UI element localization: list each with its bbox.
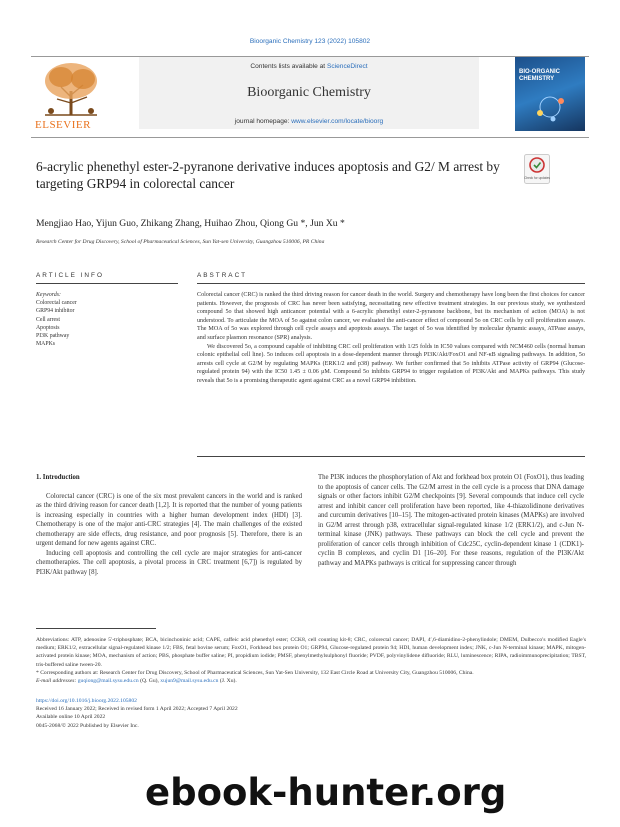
elsevier-wordmark: ELSEVIER xyxy=(35,119,91,131)
abstract-body xyxy=(197,291,585,386)
keyword-item: Colorectal cancer xyxy=(36,300,77,307)
footnote-rule xyxy=(36,628,156,629)
abstract-paragraph-1: Colorectal cancer (CRC) is ranked the third driving reason for cancer death in the world. Surgery and chemotherapy have long been the first choices for cancer patients. However, the prognosis of CRC has never been satisfying, necessitating new effective treatment strategies. In our previous study, we synthesized compound 5o that showed high anticancer potential with a 6-acrylic phenethyl ester-2-pyranone backbone, but its mechanism of action (MOA) is not understood. To articulate the MOA of 5o against colon cancer, we evaluated the anti-cancer effect of compound 5o on CRC cells by cell proliferation assays. The MOA of 5o was explored through cell cycle assays and apoptosis assays. The target of 5o was identified by molecular dynamic assays, ATPase assays, and surface plasmon resonance (SPR) analysis. xyxy=(197,292,585,341)
keyword-item: Apoptosis xyxy=(36,324,60,331)
email-name-gu: (Q. Gu), xyxy=(138,678,161,685)
keyword-item: PI3K pathway xyxy=(36,333,70,340)
email-link-xu[interactable]: xujun9@mail.sysu.edu.cn xyxy=(160,678,219,685)
contents-prefix: Contents lists available at xyxy=(250,63,327,70)
email-label: E-mail addresses: xyxy=(36,678,78,685)
received-dates: Received 16 January 2022; Received in revised form 1 April 2022; Accepted 7 April 2022 xyxy=(36,706,238,713)
abstract-end-rule xyxy=(197,456,585,457)
article-info-heading: ARTICLE INFO xyxy=(36,272,104,279)
intro-right-column xyxy=(318,473,584,568)
intro-left-column xyxy=(36,473,302,577)
intro-heading: 1. Introduction xyxy=(36,474,80,481)
journal-citation[interactable]: Bioorganic Chemistry 123 (2022) 105802 xyxy=(249,38,371,45)
copyright: 0045-2068/© 2022 Published by Elsevier Inc. xyxy=(36,722,139,729)
journal-header xyxy=(31,56,589,138)
intro-paragraph-3: The PI3K induces the phosphorylation of Akt and forkhead box protein O1 (FoxO1), thus leading to the apoptosis of cancer cells. The G2/M arrest in the cell cycle is a process that DNA damage signals or other factors inhibit G2/M checkpoints [9]. Several compounds that induce cell cycle arrest and inhibit cancer cell proliferation have been reported, like 4-thiazolidinone derivatives and curcumin derivatives [10–15]. The mitogen-activated protein kinases (MAPKs) are involved in G2/M arrest through p38, extracellular signal-regulated kinase 1/2 (ERK1/2), and c-Jun N-terminal kinase (JNK) pathways. These pathways can block the cell cycle and prevent the proliferation of cancer cells through inhibition of Cdc25C, cyclin-dependent kinase 1 (CDK1)-cyclin B complexes, and cyclin D1 [16–20]. For these reasons, regulation of the PI3K/Akt pathway and MAPKs pathways is critical for suppressing cancer through xyxy=(318,474,584,567)
doi-link[interactable]: https://doi.org/10.1016/j.bioorg.2022.105802 xyxy=(36,698,137,704)
check-for-updates-badge[interactable] xyxy=(524,154,550,184)
abbreviations-footnote: Abbreviations: ATP, adenosine 5′-triphosphate; BCA, bicinchoninic acid; CAPE, caffeic acid phenethyl ester; CCK8, cell counting kit-8; CRC, colorectal cancer; DAPI, 4′,6-diamidino-2-phenylindole; DMEM, Dulbecco′s modified Eagle′s medium; ERK1/2, extracellular signal-regulated kinase 1/2; FBS, fetal bovine serum; FoxO1, Forkhead box protein O1; GRP94, Glucose-regulated protein 94; HDI, human development index; JNK, c-Jun N-terminal kinase; MAPK, mitogen-activated protein kinase; MOA, mechanism of action; PBS, phosphate buffer saline; PI, propidium iodide; PMSF, phenylmethylsulphonyl fluoride; PVDF, polyvinylidene difluoride; RLU, luminescence; RIPA, radioimmunoprecipitation; TBST, tris-buffered saline tween-20. xyxy=(36,637,586,668)
homepage-link[interactable]: www.elsevier.com/locate/bioorg xyxy=(291,118,384,125)
journal-name: Bioorganic Chemistry xyxy=(247,85,371,100)
abstract-heading: ABSTRACT xyxy=(197,272,248,279)
article-info-rule xyxy=(36,283,178,284)
elsevier-logo xyxy=(31,57,111,131)
article-title: 6-acrylic phenethyl ester-2-pyranone derivative induces apoptosis and G2/ M arrest by targeting GRP94 in colorectal cancer xyxy=(36,159,500,191)
abstract-rule xyxy=(197,283,585,284)
intro-spacer xyxy=(36,483,302,492)
intro-paragraph-1: Colorectal cancer (CRC) is one of the six most prevalent cancers in the world and is ranked as the third driving reason for cancer death [1,2]. It is reported that the number of young patients is increasing especially in countries with a higher human development index (HDI) [3]. Chemotherapy is one of the major anti-CRC strategies [4]. The main challenges of the existed chemotherapy are side effects, drug resistance, and poor prognosis [5]. Therefore, there is an urgent demand for new agents against CRC. xyxy=(36,492,302,548)
elsevier-tree-icon xyxy=(31,57,111,119)
keyword-item: Cell arrest xyxy=(36,316,60,323)
intro-paragraph-2: Inducing cell apoptosis and controlling the cell cycle are major strategies for anti-cancer chemotherapies. The cell apoptosis, a pivotal process in CRC treatment [6,7]) is regulated by PI3K/Akt pathway [8]. xyxy=(36,549,302,576)
contents-line xyxy=(139,63,479,70)
journal-banner xyxy=(139,57,479,129)
email-link-gu[interactable]: guqiong@mail.sysu.edu.cn xyxy=(77,678,139,685)
publication-info xyxy=(36,697,336,730)
check-updates-icon xyxy=(524,154,550,184)
email-name-xu: (J. Xu). xyxy=(218,678,237,685)
cover-molecule-icon xyxy=(515,57,585,131)
corresponding-author-footnote: * Corresponding authors at: Research Center for Drug Discovery, School of Pharmaceutical Sciences, Sun Yat-Sen University, 132 East Circle Road at University City, Guangzhou 510006, China. xyxy=(36,669,474,676)
check-updates-label: Check for updates xyxy=(524,176,550,180)
cover-title: BIO-ORGANIC CHEMISTRY xyxy=(519,69,560,82)
footnotes xyxy=(36,636,586,685)
watermark-text: ebook-hunter.org xyxy=(145,771,507,814)
homepage-line xyxy=(139,118,479,125)
journal-cover-image xyxy=(515,57,585,131)
keywords-label: Keywords: xyxy=(36,292,61,298)
abstract-paragraph-2: We discovered 5o, a compound capable of inhibiting CRC cell proliferation with 1/25 folds in IC50 values compared with NCM460 cells (normal human colonic epithelial cell line). 5o induces cell apoptosis in a dose-dependent manner through PI3K/Akt/FoxO1 and NF-κB signaling pathways. In addition, 5o arrests cell cycle at G2/M by regulating MAPKs (ERK1/2 and p38) pathway. We further confirmed that 5o inhibits ATPase activity of GRP94 (Glucose-regulated protein 94) with the IC50 1.45 ± 0.06 μM. Compound 5o inhibits GRP94 to trigger regulation of PI3K/Akt and MAPKs pathways. This study reveals that 5o is a promising therapeutic agent against CRC as a novel GRP94 inhibition. xyxy=(197,343,585,384)
keywords-block xyxy=(36,291,176,348)
email-footnote xyxy=(36,677,586,685)
sciencedirect-link[interactable]: ScienceDirect xyxy=(326,63,368,70)
online-date: Available online 10 April 2022 xyxy=(36,714,106,721)
keyword-item: GRP94 inhibitor xyxy=(36,308,75,315)
author-list: Mengjiao Hao, Yijun Guo, Zhikang Zhang, Huihao Zhou, Qiong Gu *, Jun Xu * xyxy=(36,218,345,229)
homepage-prefix: journal homepage: xyxy=(234,118,292,125)
affiliation: Research Center for Drug Discovery, School of Pharmaceutical Sciences, Sun Yat-sen University, Guangzhou 510006, PR China xyxy=(36,239,325,245)
keyword-item: MAPKs xyxy=(36,341,56,348)
